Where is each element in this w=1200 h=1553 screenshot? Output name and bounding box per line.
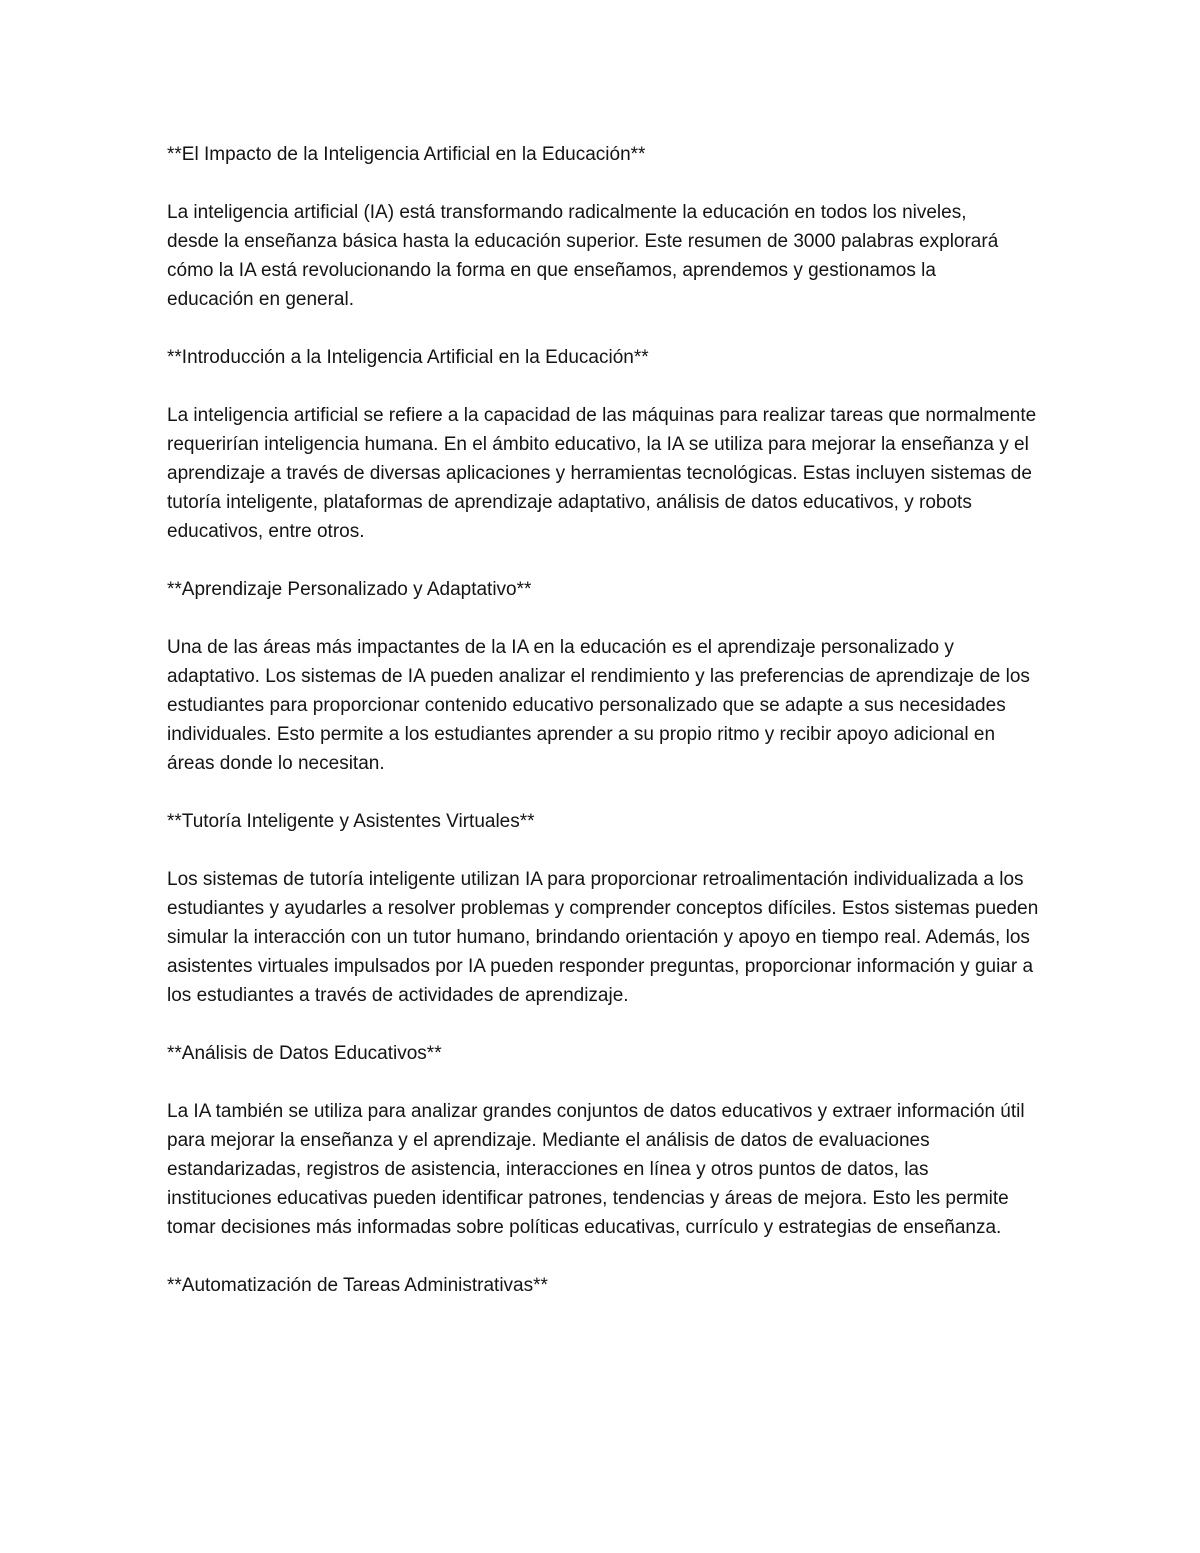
spacer bbox=[167, 836, 1047, 865]
spacer bbox=[167, 314, 1047, 343]
spacer bbox=[167, 1068, 1047, 1097]
document-title: **El Impacto de la Inteligencia Artificial en la Educación** bbox=[167, 144, 646, 165]
spacer bbox=[167, 169, 1047, 198]
section-body-aprendizaje: Una de las áreas más impactantes de la IA en la educación es el aprendizaje personalizado y adaptativo. Los sistemas de IA pueden analizar el rendimiento y las preferencias de aprendizaje de los estudiantes para proporcionar contenido educativo personalizado que se adapte a sus necesidades individuales. Esto permite a los estudiantes aprender a su propio ritmo y recibir apoyo adicional en áreas donde lo necesitan. bbox=[167, 637, 1030, 774]
section-body-tutoria: Los sistemas de tutoría inteligente utilizan IA para proporcionar retroalimentación individualizada a los estudiantes y ayudarles a resolver problemas y comprender conceptos difíciles. Estos sistemas pueden simular la interacción con un tutor humano, brindando orientación y apoyo en tiempo real. Además, los asistentes virtuales impulsados por IA pueden responder preguntas, proporcionar información y guiar a los estudiantes a través de actividades de aprendizaje. bbox=[167, 869, 1039, 1006]
spacer bbox=[167, 604, 1047, 633]
section-heading-automatizacion: **Automatización de Tareas Administrativas** bbox=[167, 1275, 548, 1296]
section-body-analisis: La IA también se utiliza para analizar grandes conjuntos de datos educativos y extraer información útil para mejorar la enseñanza y el aprendizaje. Mediante el análisis de datos de evaluaciones estandarizadas, registros de asistencia, interacciones en línea y otros puntos de datos, las instituciones educativas pueden identificar patrones, tendencias y áreas de mejora. Esto les permite tomar decisiones más informadas sobre políticas educativas, currículo y estrategias de enseñanza. bbox=[167, 1101, 1025, 1238]
document-page bbox=[167, 140, 1047, 1300]
section-body-introduccion: La inteligencia artificial se refiere a la capacidad de las máquinas para realizar tareas que normalmente requerirían inteligencia humana. En el ámbito educativo, la IA se utiliza para mejorar la enseñanza y el aprendizaje a través de diversas aplicaciones y herramientas tecnológicas. Estas incluyen sistemas de tutoría inteligente, plataformas de aprendizaje adaptativo, análisis de datos educativos, y robots educativos, entre otros. bbox=[167, 405, 1037, 542]
spacer bbox=[167, 1010, 1047, 1039]
intro-paragraph: La inteligencia artificial (IA) está transformando radicalmente la educación en todos los niveles, desde la enseñanza básica hasta la educación superior. Este resumen de 3000 palabras explorará cómo la IA está revolucionando la forma en que enseñamos, aprendemos y gestionamos la educación en general. bbox=[167, 202, 999, 310]
spacer bbox=[167, 372, 1047, 401]
section-heading-aprendizaje: **Aprendizaje Personalizado y Adaptativo** bbox=[167, 579, 532, 600]
section-heading-analisis: **Análisis de Datos Educativos** bbox=[167, 1043, 442, 1064]
spacer bbox=[167, 1242, 1047, 1271]
spacer bbox=[167, 546, 1047, 575]
section-heading-tutoria: **Tutoría Inteligente y Asistentes Virtuales** bbox=[167, 811, 535, 832]
section-heading-introduccion: **Introducción a la Inteligencia Artificial en la Educación** bbox=[167, 347, 649, 368]
spacer bbox=[167, 778, 1047, 807]
